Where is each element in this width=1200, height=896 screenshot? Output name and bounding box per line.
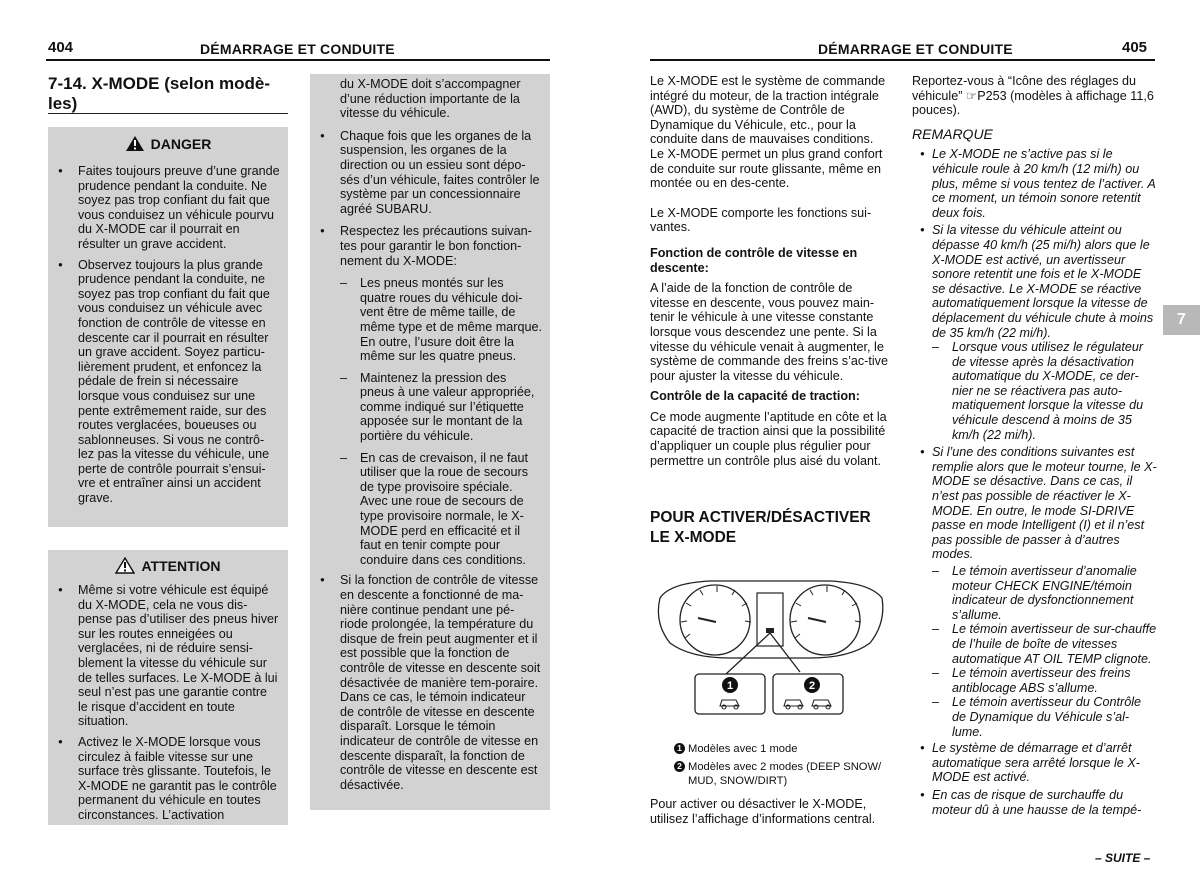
intro-paragraph: Le X-MODE est le système de commande intégré du moteur, de la traction intégrale (AWD), du système de Contrôle de Dynamique du Véhicule, etc., pour la conduite dans de mauvaises conditions. Le X-MODE permet un plus grand confort de conduite sur route glissante, même en montée ou en des-cente. — [650, 74, 886, 191]
legend-text-2: Modèles avec 2 modes (DEEP SNOW/ MUD, SNOW/DIRT) — [688, 761, 882, 787]
danger-box — [48, 127, 288, 527]
traction-heading: Contrôle de la capacité de traction: — [650, 389, 860, 404]
reference-paragraph: Reportez-vous à “Icône des réglages du véhicule” ☞P253 (modèles à affichage 11,6 pouces). — [912, 74, 1154, 118]
note-item: ● Le X-MODE ne s’active pas si le véhicule roule à 20 km/h (12 mi/h) ou plus, même si vous tentez de l’activer. A ce moment, un témoin sonore retentit deux fois. — [912, 147, 1157, 220]
xmode-snow-icon — [784, 700, 803, 709]
attention-item: ● Respectez les précautions suivan-tes pour garantir le bon fonction-nement du X-MODE: — [312, 224, 542, 268]
section-title: 7-14. X-MODE (selon modè-les) — [48, 74, 270, 113]
descent-heading: Fonction de contrôle de vitesse en descente: — [650, 245, 858, 275]
danger-header — [48, 127, 288, 157]
continued-footer: – SUITE – — [1095, 851, 1151, 865]
activate-paragraph: Pour activer ou désactiver le X-MODE, utilisez l’affichage d’informations central. — [650, 797, 876, 826]
note-item: ● Si la vitesse du véhicule atteint ou dépasse 40 km/h (25 mi/h) alors que le X-MODE est activé, un avertisseur sonore retentit une fois et le X-MODE se désactive. Le X-MODE se réactive automatiquement lorsque la vitesse de déplacement du véhicule chute à moins de 35 km/h (22 mi/h). — [912, 223, 1157, 340]
remarque-label: REMARQUE — [912, 125, 993, 142]
attention-box — [48, 550, 288, 825]
instrument-cluster-figure — [650, 578, 890, 728]
danger-label: DANGER — [150, 136, 212, 152]
note-subitem: – Le témoin avertisseur d’anomalie moteur CHECK ENGINE/témoin indicateur de dysfonctionnement s’allume. — [926, 564, 1157, 622]
xmode-icon — [720, 700, 739, 709]
right-page-number: 405 — [1122, 39, 1148, 56]
note-item: ● Si l’une des conditions suivantes est remplie alors que le moteur tourne, le X-MODE se désactive. Dans ce cas, il n’est pas possible de réactiver le X-MODE. En outre, le mode SI-DRIVE passe en mode Intelligent (I) et il n’est pas possible de passer à d’autres modes. — [912, 445, 1157, 562]
note-item: ● En cas de risque de surchauffe du moteur dû à une hausse de la tempé- — [912, 788, 1157, 817]
note-subitem: – Le témoin avertisseur du Contrôle de Dynamique du Véhicule s’al-lume. — [926, 695, 1157, 739]
attention-item: ● Activez le X-MODE lorsque vous circulez à faible vitesse sur une surface très glissante. Toutefois, le X-MODE ne garantit pas le contrôle permanent du véhicule en toutes circonstances. L’activation — [50, 735, 280, 823]
traction-paragraph: Ce mode augmente l’aptitude en côte et la capacité de traction ainsi que la possibilité d’appliquer un couple plus régulier pour permettre un contrôle plus aisé du volant. — [650, 409, 887, 468]
section-title-rule — [48, 113, 288, 114]
legend-callout-2: 2 — [674, 761, 685, 772]
left-page-header-title: DÉMARRAGE ET CONDUITE — [200, 41, 395, 57]
legend-callout-1: 1 — [674, 743, 685, 754]
attention-header — [48, 550, 288, 579]
attention-subitem: – Maintenez la pression des pneus à une valeur appropriée, comme indiqué sur l’étiquette apposée sur le montant de la portière du véhicule. — [334, 371, 542, 444]
attention-item: ● Si la fonction de contrôle de vitesse en descente a fonctionné de ma-nière continue pendant une pé-riode prolongée, la température du disque de frein peut augmenter et il est possible que la fonction de contrôle de vitesse en descente soit désactivée de manière tem-poraire. Dans ce cas, le témoin indicateur de contrôle de vitesse en descente disparaît. Lorsque le témoin indicateur de contrôle de vitesse en descente disparaît, la fonction de contrôle de vitesse en descente est désactivée. — [312, 573, 542, 792]
right-page-header-title: DÉMARRAGE ET CONDUITE — [818, 41, 1013, 57]
figure-legend-item — [674, 742, 894, 756]
attention-continued-intro: du X-MODE doit s’accompagner d’une réduction importante de la vitesse du véhicule. — [340, 77, 521, 121]
activate-heading: POUR ACTIVER/DÉSACTIVER LE X-MODE — [650, 509, 871, 546]
note-subitem: – Lorsque vous utilisez le régulateur de vitesse après la désactivation automatique du X-MODE, ce der-nier ne se réactivera pas auto-matiquement lorsque la vitesse du véhicule descend à moins de 35 km/h (22 mi/h). — [926, 340, 1157, 442]
xmode-mud-icon — [812, 700, 831, 709]
note-item: ● Le système de démarrage et d’arrêt automatique sera arrêté lorsque le X-MODE est activé. — [912, 741, 1157, 785]
right-header-rule — [650, 59, 1155, 61]
functions-intro: Le X-MODE comporte les fonctions sui-vantes. — [650, 205, 872, 235]
danger-item: ● Observez toujours la plus grande prudence pendant la conduite, ne soyez pas trop confiant du fait que vous conduisez un véhicule avec fonction de contrôle de vitesse en descente car il pourrait en résulter un grave accident. Soyez particu-lièrement prudent, et enfoncez la pédale de frein si nécessaire lorsque vous conduisez sur une pente extrêmement raide, sur des routes verglacées, boueuses ou sablonneuses. Si vous ne contrô-lez pas la vitesse du véhicule, une perte de contrôle pourrait s’ensui-vre et entraîner ainsi un accident grave. — [50, 258, 280, 506]
warning-triangle-icon — [125, 135, 145, 152]
caution-triangle-icon — [115, 557, 135, 574]
attention-continued-box — [310, 74, 550, 810]
left-page-number: 404 — [48, 39, 74, 56]
legend-text-1: Modèles avec 1 mode — [688, 743, 798, 755]
attention-label: ATTENTION — [141, 558, 221, 574]
attention-subitem: – Les pneus montés sur les quatre roues du véhicule doi-vent être de même taille, de même type et de même marque. En outre, l’usure doit être la même sur les quatre pneus. — [334, 276, 542, 364]
attention-item: ● Chaque fois que les organes de la suspension, les organes de la direction ou un essieu sont dépo-sés d’un véhicule, faites contrôler le système par un concessionnaire agréé SUBARU. — [312, 129, 542, 217]
chapter-tab: 7 — [1163, 305, 1200, 335]
attention-item: ● Même si votre véhicule est équipé du X-MODE, cela ne vous dis-pense pas d’utiliser des pneus hiver sur les routes enneigées ou verglacées, ni de réduire sensi-blement la vitesse du véhicule sur de telles surfaces. Le X-MODE à lui seul n’est pas une garantie contre le risque d’accident en toute situation. — [50, 583, 280, 729]
figure-legend-item — [674, 760, 894, 788]
attention-subitem: – En cas de crevaison, il ne faut utiliser que la roue de secours de type provisoire spéciale. Avec une roue de secours de type provisoire normale, le X-MODE perd en efficacité et il faut en tenir compte pour conduire dans ces conditions. — [334, 451, 542, 568]
descent-paragraph: A l’aide de la fonction de contrôle de vitesse en descente, vous pouvez main-tenir le véhicule à une vitesse constante lorsque vous descendez une pente. Si la vitesse du véhicule venait à augmenter, le système de commande des freins s’ac-tive pour ajuster la vitesse du véhicule. — [650, 281, 888, 383]
note-subitem: – Le témoin avertisseur des freins antiblocage ABS s’allume. — [926, 666, 1157, 695]
left-header-rule — [46, 59, 550, 61]
note-subitem: – Le témoin avertisseur de sur-chauffe de l’huile de boîte de vitesses automatique AT OIL TEMP clignote. — [926, 622, 1157, 666]
danger-item: ● Faites toujours preuve d’une grande prudence pendant la conduite. Ne soyez pas trop confiant du fait que vous conduisez un véhicule pourvu du X-MODE car il pourrait en résulter un grave accident. — [50, 164, 280, 252]
figure-callout-2: 2 — [808, 680, 816, 692]
figure-callout-1: 1 — [726, 680, 734, 692]
